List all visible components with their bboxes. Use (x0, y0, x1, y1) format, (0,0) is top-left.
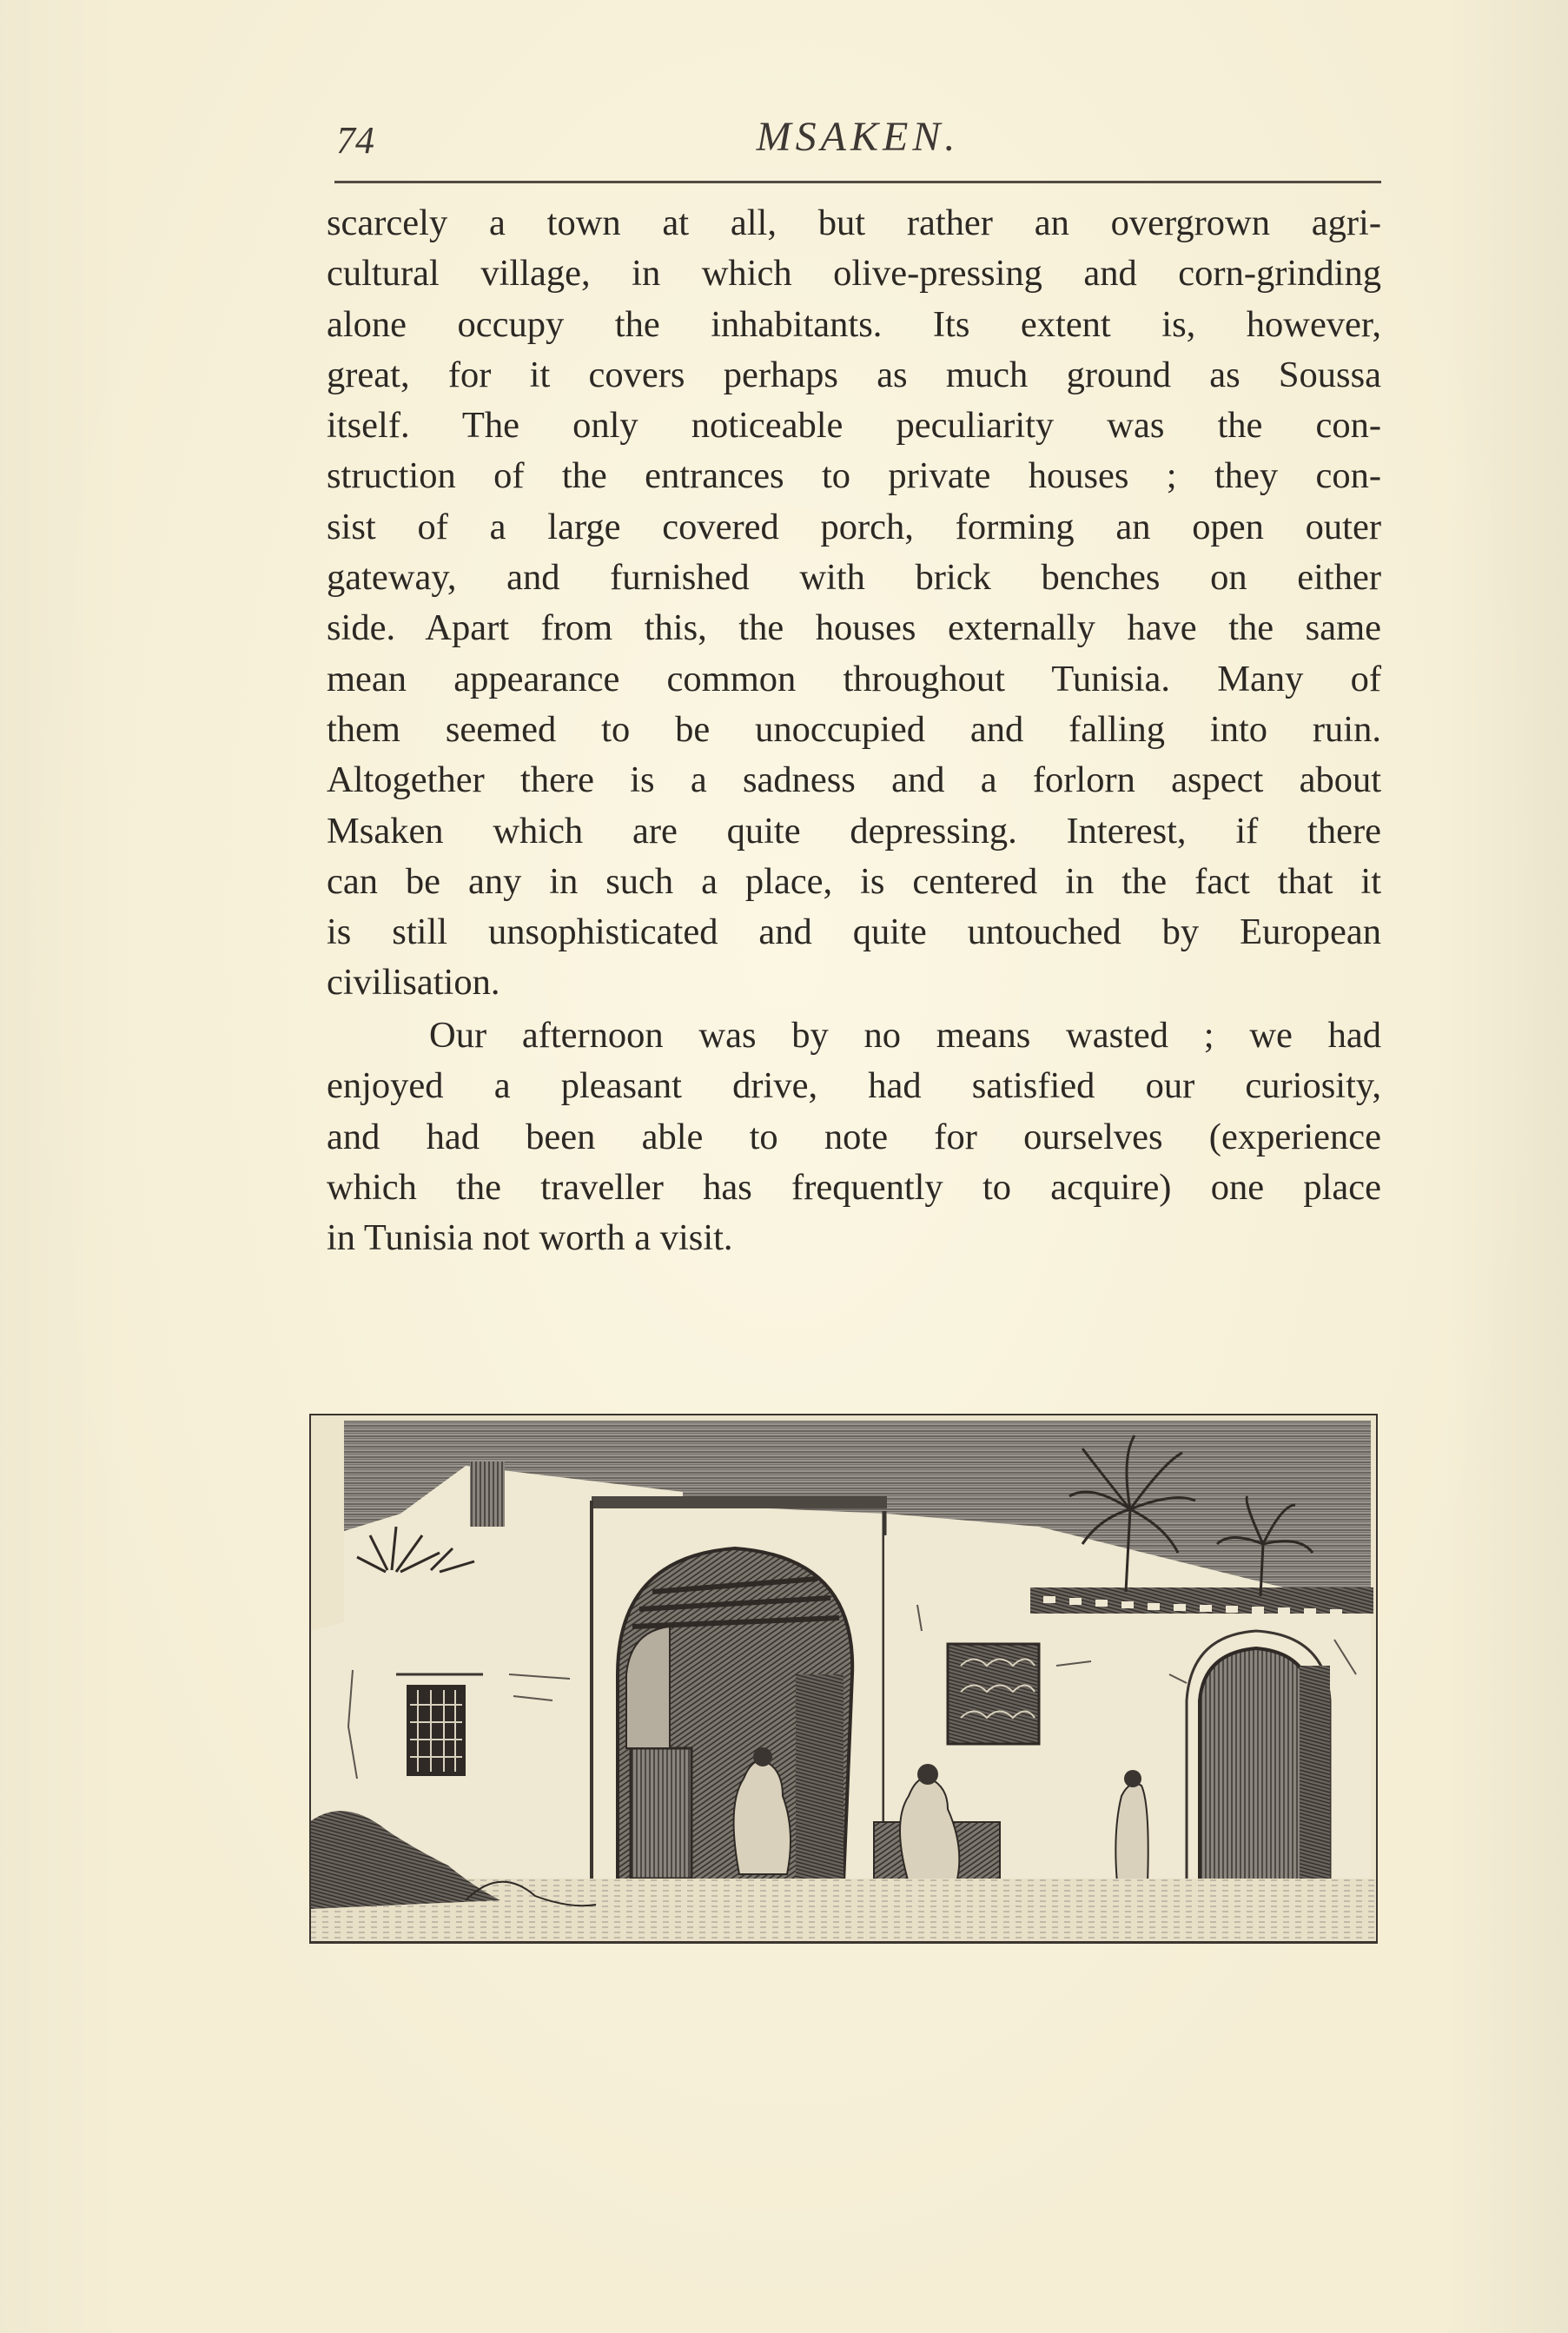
paragraph-1 (327, 198, 1381, 1009)
text-line: Altogether there is a sadness and a forlorn aspect about (327, 759, 1381, 801)
text-line: gateway, and furnished with brick benches on either (327, 557, 1381, 599)
text-line: cultural village, in which olive-pressing and corn-grinding (327, 253, 1381, 295)
text-line: struction of the entrances to private houses ; they con- (327, 455, 1381, 497)
text-line: in Tunisia not worth a visit. (327, 1217, 733, 1259)
text-line: and had been able to note for ourselves (experience (327, 1116, 1381, 1157)
text-line: Msaken which are quite depressing. Interest, if there (327, 810, 1381, 852)
text-line: side. Apart from this, the houses externally have the same (327, 607, 1381, 649)
text-line: scarcely a town at all, but rather an overgrown agri- (327, 202, 1381, 243)
page-header (334, 113, 1381, 182)
text-line: sist of a large covered porch, forming an open outer (327, 506, 1381, 547)
text-line: mean appearance common throughout Tunisia. Many of (327, 658, 1381, 699)
text-line: alone occupy the inhabitants. Its extent is, however, (327, 303, 1381, 345)
text-line: is still unsophisticated and quite untouched by European (327, 911, 1381, 953)
page-number: 74 (336, 119, 374, 162)
text-line: civilisation. (327, 962, 500, 1004)
text-line: enjoyed a pleasant drive, had satisfied our curiosity, (327, 1065, 1381, 1107)
text-line: which the traveller has frequently to acquire) one place (327, 1166, 1381, 1208)
engraving-illustration (309, 1414, 1378, 1944)
header-rule (334, 181, 1381, 183)
paragraph-2 (327, 1011, 1381, 1263)
text-line: great, for it covers perhaps as much ground as Soussa (327, 354, 1381, 395)
gateway-engraving (309, 1414, 1378, 1944)
text-line: itself. The only noticeable peculiarity was the con- (327, 405, 1381, 447)
running-head: MSAKEN. (756, 114, 960, 160)
text-line: can be any in such a place, is centered in the fact that it (327, 860, 1381, 902)
text-line: Our afternoon was by no means wasted ; we had (429, 1015, 1381, 1056)
text-line: them seemed to be unoccupied and falling into ruin. (327, 708, 1381, 750)
